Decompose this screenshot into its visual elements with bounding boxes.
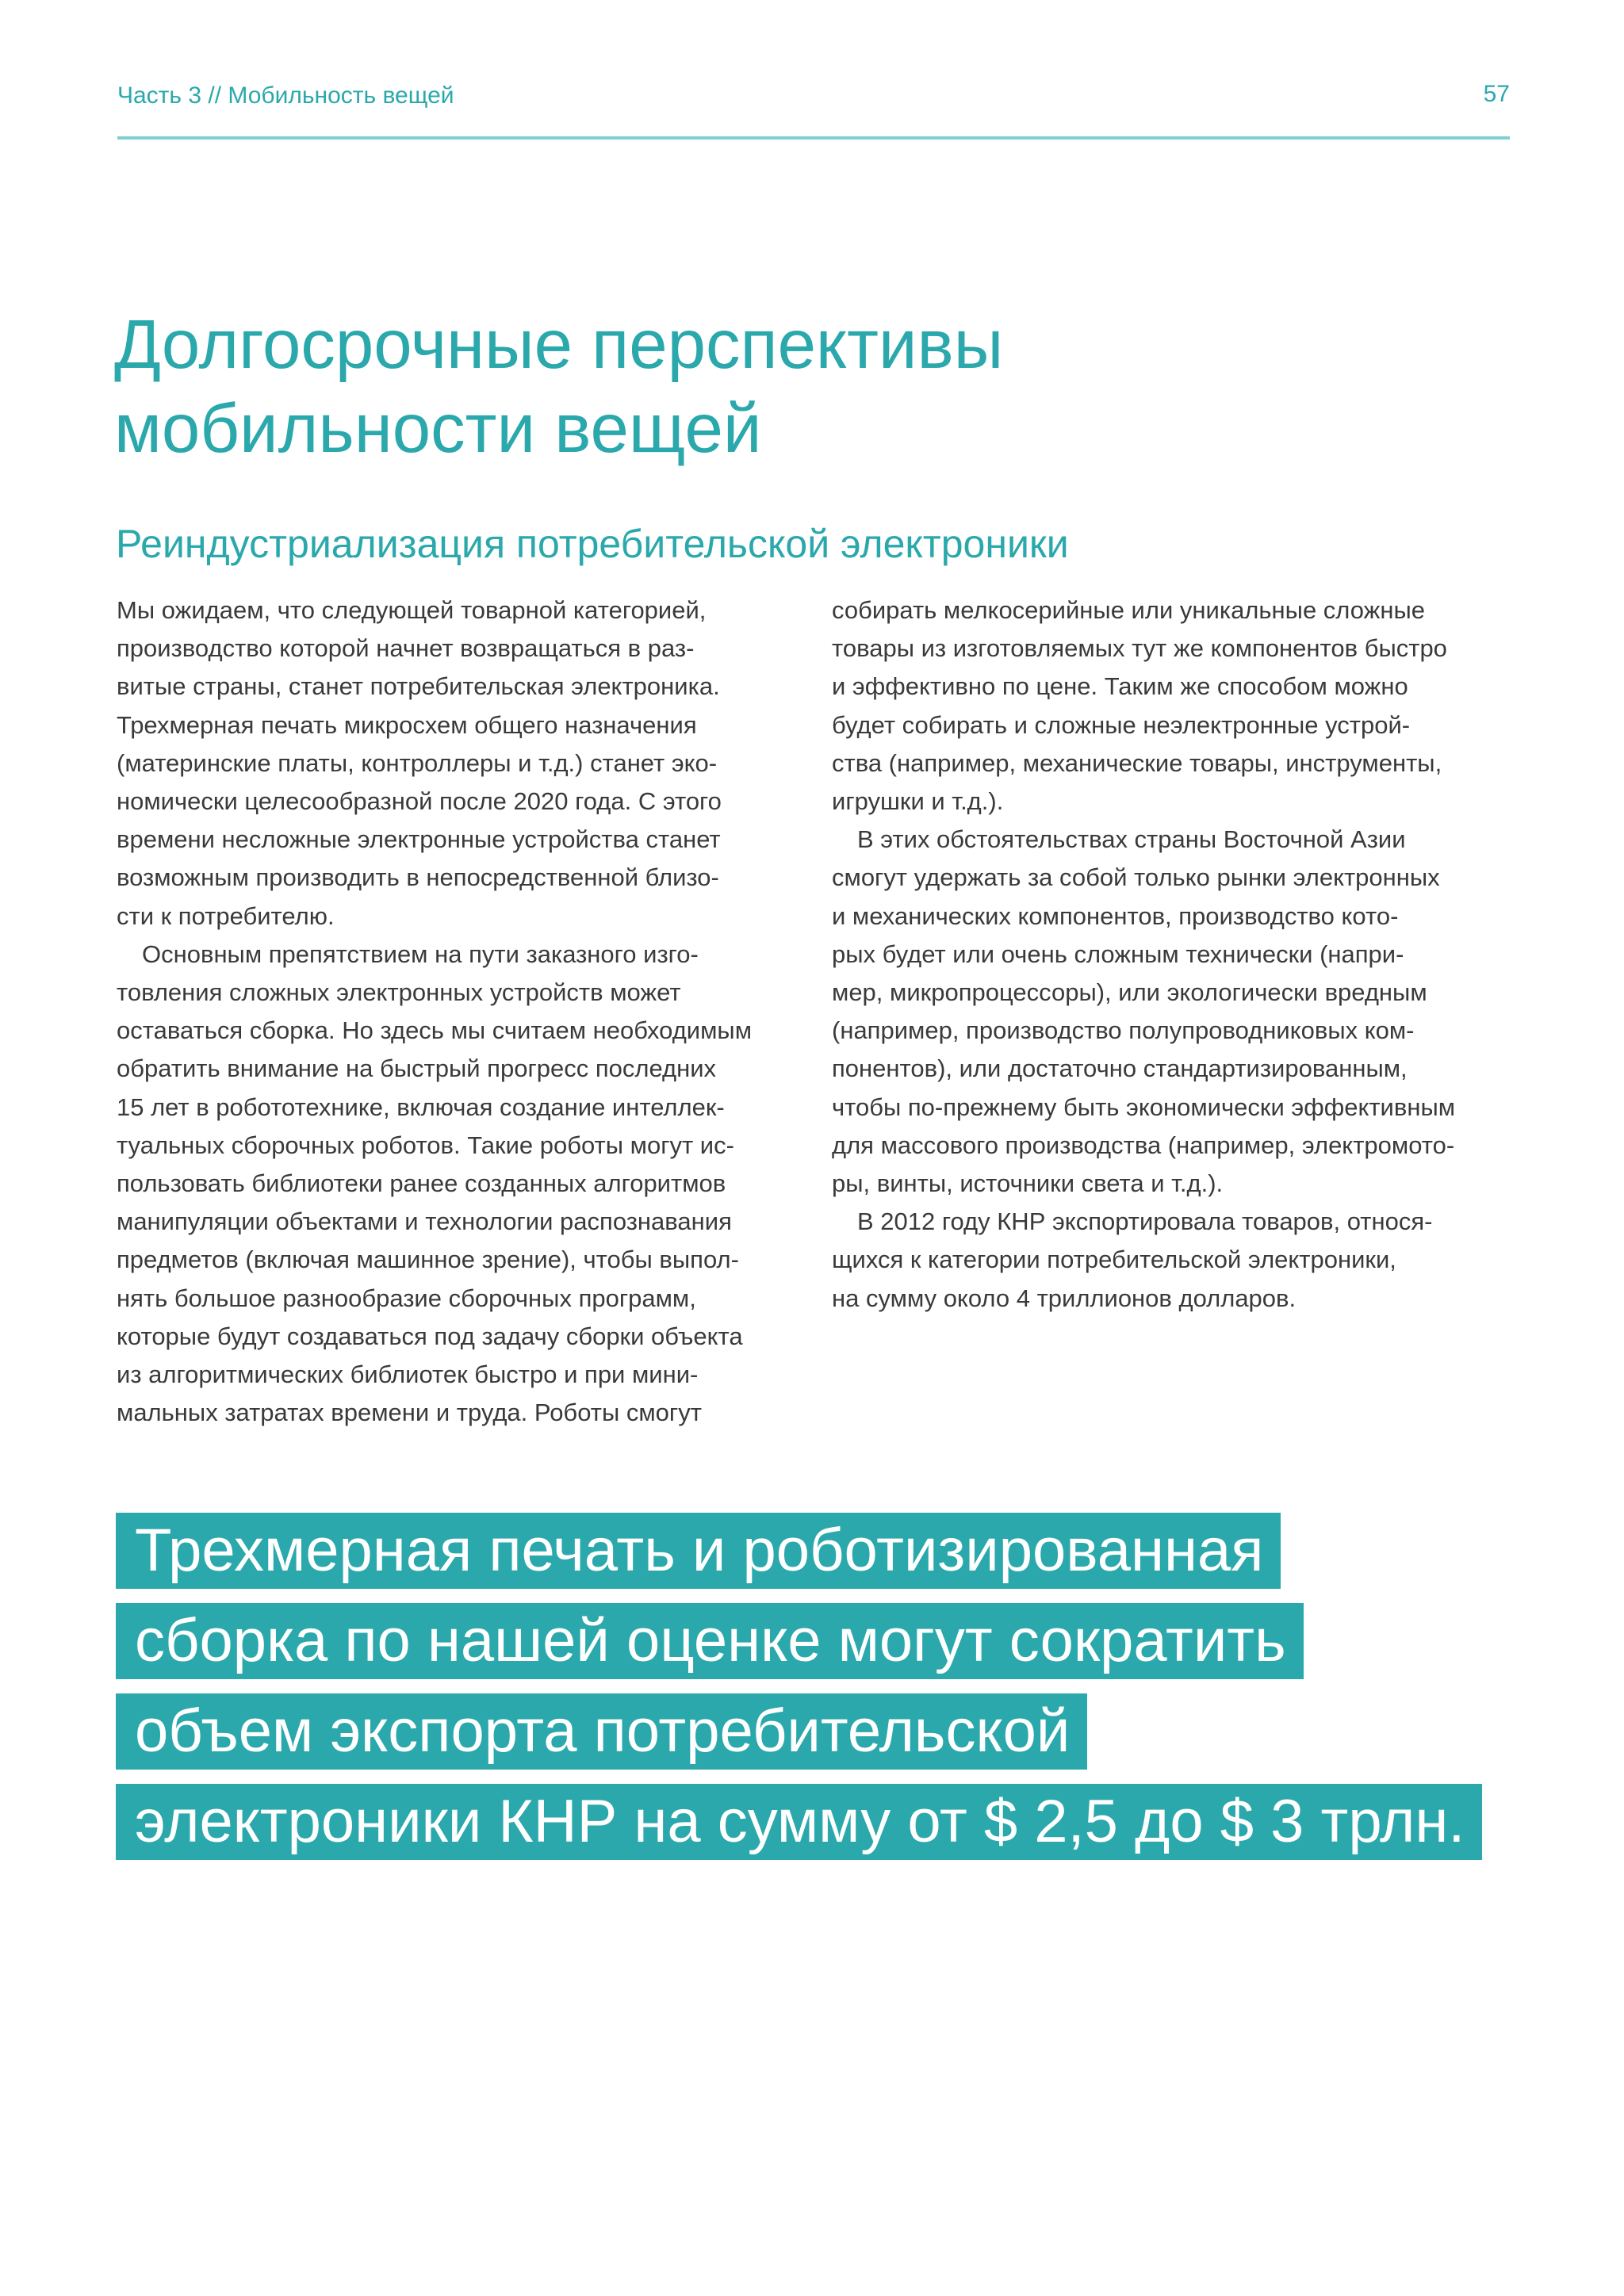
page-title-line: Долгосрочные перспективы [114,306,1004,383]
text-line: щихся к категории потребительской электроники, [832,1246,1396,1274]
paragraph-start-line: В этих обстоятельствах страны Восточной Азии [857,825,1406,854]
running-header: Часть 3 // Мобильность вещей [117,82,454,109]
text-line: собирать мелкосерийные или уникальные сложные [832,596,1426,624]
text-line: времени несложные электронные устройства станет [117,825,721,854]
text-line: товления сложных электронных устройств может [117,978,681,1007]
page-number: 57 [1483,81,1510,107]
section-heading: Реиндустриализация потребительской электроники [116,522,1069,566]
text-line: витые страны, станет потребительская электроника. [117,672,720,701]
text-line: туальных сборочных роботов. Такие роботы могут ис- [117,1131,734,1159]
pull-quote-line: объем экспорта потребительской [116,1693,1087,1770]
text-line: манипуляции объектами и технологии распознавания [117,1207,732,1236]
text-line: номически целесообразной после 2020 года. С этого [117,787,722,816]
text-line: и механических компонентов, производство кото- [832,901,1399,930]
paragraph-start-line: Основным препятствием на пути заказного изго- [142,939,699,968]
text-line: сти к потребителю. [117,901,335,930]
text-line: возможным производить в непосредственной близо- [117,863,719,892]
body-column-left [117,591,814,1432]
text-line: пользовать библиотеки ранее созданных алгоритмов [117,1169,726,1198]
text-line: Трехмерная печать микросхем общего назначения [117,710,697,739]
pull-quote-line: Трехмерная печать и роботизированная [116,1513,1281,1589]
text-line: оставаться сборка. Но здесь мы считаем необходимым [117,1016,753,1045]
page-title-line: мобильности вещей [114,390,762,467]
text-line: предметов (включая машинное зрение), чтобы выпол- [117,1246,739,1274]
text-line: (материнские платы, контроллеры и т.д.) станет эко- [117,748,718,777]
text-line: игрушки и т.д.). [832,787,1004,816]
text-line: товары из изготовляемых тут же компонентов быстро [832,634,1447,663]
text-line: обратить внимание на быстрый прогресс последних [117,1054,717,1083]
text-line: на сумму около 4 триллионов долларов. [832,1284,1297,1312]
pull-quote-line: электроники КНР на сумму от $ 2,5 до $ 3 трлн. [116,1784,1482,1860]
text-line: смогут удержать за собой только рынки электронных [832,863,1440,892]
body-column-right [832,591,1530,1318]
text-line: будет собирать и сложные неэлектронные устрой- [832,710,1411,739]
page-title [114,303,1003,471]
text-line: 15 лет в робототехнике, включая создание интеллек- [117,1093,725,1121]
text-line: (например, производство полупроводниковых ком- [832,1016,1415,1045]
text-line: которые будут создаваться под задачу сборки объекта [117,1322,743,1350]
header-divider [117,136,1510,140]
text-line: ства (например, механические товары, инструменты, [832,748,1442,777]
text-line: мер, микропроцессоры), или экологически вредным [832,978,1427,1007]
pull-quote [116,1513,1482,1874]
text-line: для массового производства (например, электромото- [832,1131,1455,1159]
text-line: и эффективно по цене. Таким же способом можно [832,672,1408,701]
text-line: из алгоритмических библиотек быстро и при мини- [117,1360,699,1389]
text-line: понентов), или достаточно стандартизированным, [832,1054,1408,1083]
paragraph-start-line: В 2012 году КНР экспортировала товаров, относя- [857,1207,1433,1236]
text-line: ры, винты, источники света и т.д.). [832,1169,1224,1198]
pull-quote-line: сборка по нашей оценке могут сократить [116,1603,1304,1679]
text-line: рых будет или очень сложным технически (напри- [832,939,1404,968]
text-line: Мы ожидаем, что следующей товарной категорией, [117,596,707,624]
text-line: чтобы по-прежнему быть экономически эффективным [832,1093,1456,1121]
text-line: производство которой начнет возвращаться в раз- [117,634,695,663]
text-line: нять большое разнообразие сборочных программ, [117,1284,696,1312]
text-line: мальных затратах времени и труда. Роботы смогут [117,1399,702,1427]
